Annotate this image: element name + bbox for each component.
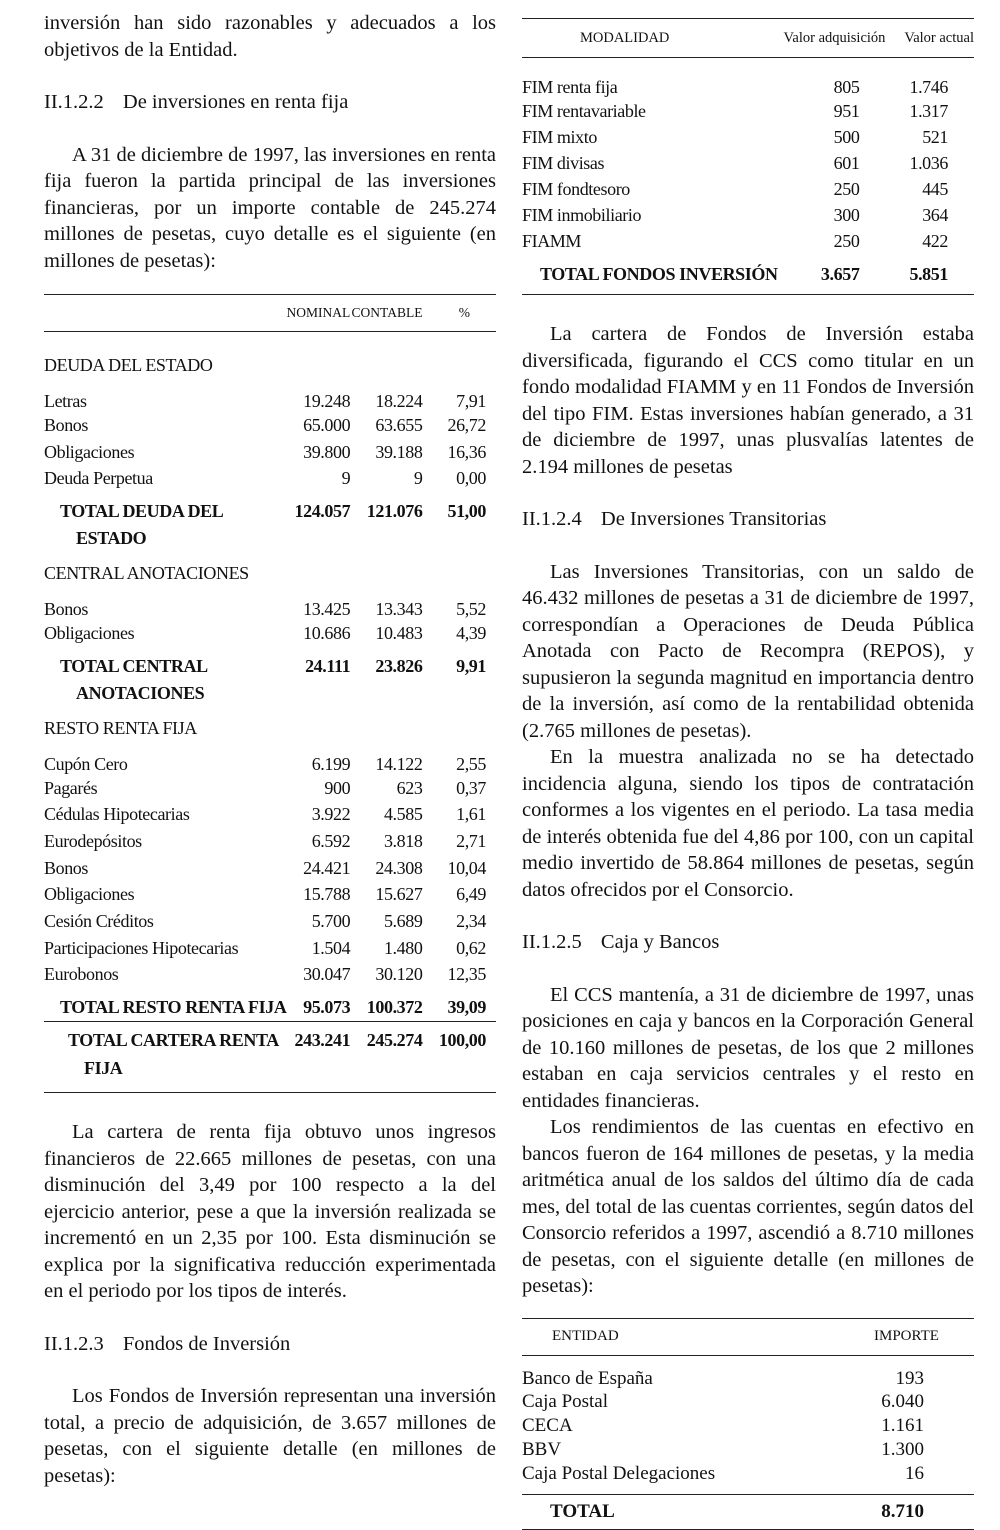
group-total-row <box>44 647 496 707</box>
fondo-label: FIM fondtesoro <box>522 178 630 199</box>
spacer-row <box>522 1486 974 1495</box>
fondo-label: FIM mixto <box>522 126 597 147</box>
entidad-label: CECA <box>522 1414 573 1436</box>
entidades-total-row <box>522 1494 974 1529</box>
column-header: ENTIDAD <box>552 1328 619 1344</box>
fondos-total-row <box>522 254 974 295</box>
percent-value: 10,04 <box>447 857 486 878</box>
right-column <box>522 0 974 1530</box>
row-label: Cupón Cero <box>44 753 128 774</box>
valor-actual: 422 <box>922 230 948 251</box>
total-label-line: ANOTACIONES <box>76 682 205 703</box>
table-row <box>44 439 496 466</box>
percent-value: 2,71 <box>456 830 486 851</box>
percent-value: 26,72 <box>447 414 486 435</box>
table-row <box>44 935 496 962</box>
valor-actual: 1.746 <box>885 58 974 99</box>
contable-value: 5.689 <box>383 911 423 932</box>
transitorias-paragraph-1: Las Inversiones Transitorias, con un saldo de 46.432 millones de pesetas a 31 de diciembre de 1997, correspondían a Operaciones de Deuda Pública Anotada con Pacto de Recompra (REPOS), y supusieron la segunda magnitud en importancia dentro de la inversión, así como de la rentabilidad obtenida (2.765 millones de pesetas). <box>522 560 974 742</box>
group-title-row <box>44 707 496 741</box>
column-header: NOMINAL <box>286 305 351 320</box>
contable-value: 14.122 <box>375 753 423 774</box>
table-row <box>44 620 496 647</box>
renta-fija-table <box>44 294 496 1093</box>
total-label: TOTAL <box>550 1500 615 1522</box>
nominal-value: 39.800 <box>303 441 351 462</box>
percent-value: 4,39 <box>456 622 486 643</box>
valor-actual: 1.317 <box>909 100 948 121</box>
percent-value: 7,91 <box>456 391 486 411</box>
nominal-value: 1.504 <box>311 937 351 958</box>
row-label: Eurobonos <box>44 964 119 985</box>
column-header: Valor adquisición <box>783 29 886 46</box>
percent-value: 0,62 <box>456 937 486 958</box>
section-title: De inversiones en renta fija <box>122 91 349 113</box>
contable-value: 4.585 <box>383 804 423 825</box>
section-number: II.1.2.3 <box>44 1332 104 1355</box>
percent-value: 12,35 <box>447 964 486 985</box>
table-row <box>522 176 974 202</box>
group-title-row <box>44 332 496 379</box>
contable-value: 39.188 <box>375 441 423 462</box>
section-heading-fondos <box>44 1331 496 1358</box>
group-total-row <box>44 988 496 1022</box>
table-row <box>522 1355 974 1390</box>
fondos-paragraph: Los Fondos de Inversión representan una inversión total, a precio de adquisición, de 3.657 millones de pesetas, con el siguiente detalle (en millones de pesetas): <box>44 1385 496 1487</box>
table-row <box>522 98 974 124</box>
group-title: DEUDA DEL ESTADO <box>44 355 213 375</box>
nominal-value: 900 <box>324 777 351 798</box>
row-label: Bonos <box>44 414 89 435</box>
valor-adquisicion: 300 <box>833 204 860 225</box>
spacer-cell <box>522 1486 974 1495</box>
total-adquisicion: 3.657 <box>820 263 860 284</box>
section-heading-renta-fija <box>44 89 496 116</box>
column-header: Valor actual <box>904 29 974 46</box>
row-label: Eurodepósitos <box>44 830 142 851</box>
table-row <box>44 908 496 935</box>
contable-value: 63.655 <box>375 414 423 435</box>
importe-value: 1.161 <box>881 1414 924 1436</box>
section-title: De Inversiones Transitorias <box>600 508 827 530</box>
table-header-row <box>522 1318 974 1355</box>
section-heading-caja <box>522 929 974 956</box>
group-title: RESTO RENTA FIJA <box>44 717 197 738</box>
row-label: Obligaciones <box>44 884 135 905</box>
table-row <box>44 741 496 775</box>
valor-actual: 521 <box>922 126 948 147</box>
column-header: IMPORTE <box>874 1328 939 1344</box>
valor-adquisicion: 951 <box>833 100 860 121</box>
contable-value: 18.224 <box>375 391 423 411</box>
entidades-table <box>522 1318 974 1530</box>
row-label: Participaciones Hipotecarias <box>44 937 239 958</box>
table-row <box>44 378 496 412</box>
total-actual: 5.851 <box>909 263 948 284</box>
contable-value: 13.343 <box>375 599 423 620</box>
contable-value: 1.480 <box>383 937 423 958</box>
table-row <box>44 775 496 802</box>
total-label-line: TOTAL RESTO RENTA FIJA <box>60 997 287 1018</box>
group-total-label <box>44 647 286 707</box>
caja-paragraph-1: El CCS mantenía, a 31 de diciembre de 1997, unas posiciones en caja y bancos en la Corporación General de 10.160 millones de pesetas, de los que 2 millones estaban en caja servicios centrales y el resto en entidades financieras. <box>522 983 974 1112</box>
valor-actual: 364 <box>922 204 948 225</box>
entidad-label: Caja Postal <box>522 1390 609 1412</box>
intro-paragraph: inversión han sido razonables y adecuados a los objetivos de la Entidad. <box>44 12 496 61</box>
section-number: II.1.2.5 <box>522 931 582 953</box>
fondos-table <box>522 18 974 295</box>
nominal-value: 24.421 <box>303 857 351 878</box>
total-label-line: TOTAL CARTERA RENTA <box>68 1030 279 1051</box>
nominal-value: 19.248 <box>303 391 351 411</box>
nominal-value: 6.592 <box>311 830 351 851</box>
nominal-value: 15.788 <box>303 884 351 905</box>
contable-value: 10.483 <box>375 622 423 643</box>
table-row <box>44 586 496 620</box>
total-contable: 23.826 <box>375 655 423 676</box>
group-title-row <box>44 552 496 586</box>
row-label: Deuda Perpetua <box>44 468 153 489</box>
table-row <box>522 124 974 150</box>
valor-actual: 1.036 <box>909 152 948 173</box>
group-total-row <box>44 492 496 552</box>
row-label: Letras <box>44 391 87 411</box>
valor-adquisicion: 250 <box>833 178 860 199</box>
left-column <box>44 0 496 1489</box>
row-label: Pagarés <box>44 777 98 798</box>
table-row <box>44 962 496 989</box>
transitorias-paragraph-2: En la muestra analizada no se ha detectado incidencia alguna, siendo los tipos de contratación conformes a los vigentes en el periodo. La tasa media de interés obtenida fue del 4,86 por 100, con un capital medio invertido de 58.864 millones de pesetas, según datos ofrecidos por el Consorcio. <box>522 746 974 901</box>
nominal-value: 6.199 <box>311 753 351 774</box>
contable-value: 623 <box>396 777 423 798</box>
section-title: Caja y Bancos <box>600 931 720 953</box>
table-row <box>522 1390 974 1414</box>
table-row <box>522 58 974 99</box>
total-contable: 121.076 <box>366 501 423 522</box>
group-total-label <box>44 988 286 1022</box>
contable-value: 9 <box>413 468 423 489</box>
table-row <box>522 202 974 228</box>
nominal-value: 3.922 <box>311 804 351 825</box>
percent-value: 0,37 <box>456 777 486 798</box>
fondo-label: FIAMM <box>522 230 582 251</box>
table-row <box>44 465 496 492</box>
total-percent: 51,00 <box>447 501 486 522</box>
table-row <box>522 150 974 176</box>
table-header-row <box>44 295 496 332</box>
caja-paragraph-2: Los rendimientos de las cuentas en efectivo en bancos fueron de 164 millones de pesetas, y la media aritmética anual de los saldos del último día de cada mes, del total de las cuentas corrientes, según datos del Consorcio referidos a 1997, ascendió a 8.710 millones de pesetas, con el siguiente detalle (en millones de pesetas): <box>522 1116 974 1297</box>
total-contable: 100.372 <box>366 997 423 1018</box>
total-label: TOTAL FONDOS INVERSIÓN <box>540 263 778 284</box>
table-row <box>44 801 496 828</box>
section-heading-transitorias <box>522 506 974 533</box>
total-percent: 39,09 <box>447 997 486 1018</box>
importe-value: 16 <box>905 1462 924 1484</box>
total-label-line: FIJA <box>84 1058 123 1079</box>
percent-value: 6,49 <box>456 884 486 905</box>
row-label: Obligaciones <box>44 622 135 643</box>
nominal-value: 13.425 <box>303 599 351 620</box>
table-row <box>522 1414 974 1438</box>
contable-value: 3.818 <box>383 830 423 851</box>
row-label: Bonos <box>44 857 89 878</box>
valor-actual: 445 <box>922 178 948 199</box>
grand-total-label <box>44 1022 286 1093</box>
contable-value: 15.627 <box>375 884 423 905</box>
importe-value: 1.300 <box>881 1438 924 1460</box>
valor-adquisicion: 500 <box>833 126 860 147</box>
total-nominal: 124.057 <box>294 501 351 522</box>
nominal-value: 9 <box>341 468 351 489</box>
contable-value: 24.308 <box>375 857 423 878</box>
after-table-paragraph: La cartera de renta fija obtuvo unos ingresos financieros de 22.665 millones de pesetas, con una disminución del 3,49 por 100 respecto a la del ejercicio anterior, pese a que la inversión realizada se incrementó en un 2,35 por 100. Esta disminución se explica por la significativa reducción experimentada en el periodo por los tipos de interés. <box>44 1121 496 1303</box>
valor-adquisicion: 601 <box>833 152 860 173</box>
nominal-value: 5.700 <box>311 911 351 932</box>
fondo-label: FIM renta fija <box>522 58 778 99</box>
row-label: Cédulas Hipotecarias <box>44 804 190 825</box>
percent-value: 0,00 <box>456 468 486 489</box>
table-header-row <box>522 19 974 58</box>
valor-adquisicion: 250 <box>833 230 860 251</box>
column-header: % <box>458 305 470 320</box>
percent-value: 2,55 <box>456 753 486 774</box>
percent-value: 5,52 <box>456 599 486 620</box>
column-header: CONTABLE <box>351 305 423 320</box>
nominal-value: 65.000 <box>303 414 351 435</box>
row-label: Bonos <box>44 599 89 620</box>
group-title: CENTRAL ANOTACIONES <box>44 563 249 584</box>
entidad-label: Banco de España <box>522 1367 653 1389</box>
total-percent: 9,91 <box>456 655 486 676</box>
table-row <box>522 1462 974 1486</box>
fondo-label: FIM inmobiliario <box>522 204 642 225</box>
row-label: Obligaciones <box>44 441 135 462</box>
renta-fija-paragraph: A 31 de diciembre de 1997, las inversiones en renta fija fueron la partida principal de las inversiones financieras, por un importe contable de 245.274 millones de pesetas, cuyo detalle es el siguiente (en millones de pesetas): <box>44 143 496 272</box>
grand-total-percent: 100,00 <box>438 1030 486 1051</box>
table-row <box>44 412 496 439</box>
table-row <box>44 855 496 882</box>
grand-total-contable: 245.274 <box>366 1030 423 1051</box>
fondo-label: FIM divisas <box>522 152 605 173</box>
nominal-value: 30.047 <box>303 964 351 985</box>
entidad-label: BBV <box>522 1438 562 1460</box>
grand-total-row <box>44 1022 496 1093</box>
percent-value: 16,36 <box>447 441 486 462</box>
importe-value: 6.040 <box>881 1390 924 1412</box>
valor-adquisicion: 805 <box>778 58 886 99</box>
fondo-label: FIM rentavariable <box>522 100 646 121</box>
table-row <box>522 1438 974 1462</box>
group-total-label <box>44 492 286 552</box>
nominal-value: 10.686 <box>303 622 351 643</box>
total-importe: 8.710 <box>881 1500 924 1522</box>
importe-value: 193 <box>895 1367 924 1389</box>
fondos-diversificada-paragraph: La cartera de Fondos de Inversión estaba diversificada, figurando el CCS como titular en un fondo modalidad FIAMM y en 11 Fondos de Inversión del tipo FIM. Estas inversiones habían generado, a 31 de diciembre de 1997, unas plusvalías latentes de 2.194 millones de pesetas <box>522 323 974 478</box>
percent-value: 1,61 <box>456 804 486 825</box>
table-row <box>44 828 496 855</box>
grand-total-nominal: 243.241 <box>294 1030 351 1051</box>
section-number: II.1.2.4 <box>522 508 582 530</box>
percent-value: 2,34 <box>456 911 486 932</box>
contable-value: 30.120 <box>375 964 423 985</box>
total-label-line: ESTADO <box>76 528 147 549</box>
table-row <box>44 882 496 909</box>
total-nominal: 95.073 <box>303 997 351 1018</box>
table-row <box>522 228 974 254</box>
total-nominal: 24.111 <box>305 655 351 676</box>
column-header: MODALIDAD <box>580 29 670 46</box>
section-title: Fondos de Inversión <box>122 1332 291 1355</box>
row-label: Cesión Créditos <box>44 911 154 932</box>
total-label-line: TOTAL DEUDA DEL <box>60 501 224 522</box>
entidad-label: Caja Postal Delegaciones <box>522 1462 716 1484</box>
total-label-line: TOTAL CENTRAL <box>60 655 208 676</box>
section-number: II.1.2.2 <box>44 91 104 113</box>
